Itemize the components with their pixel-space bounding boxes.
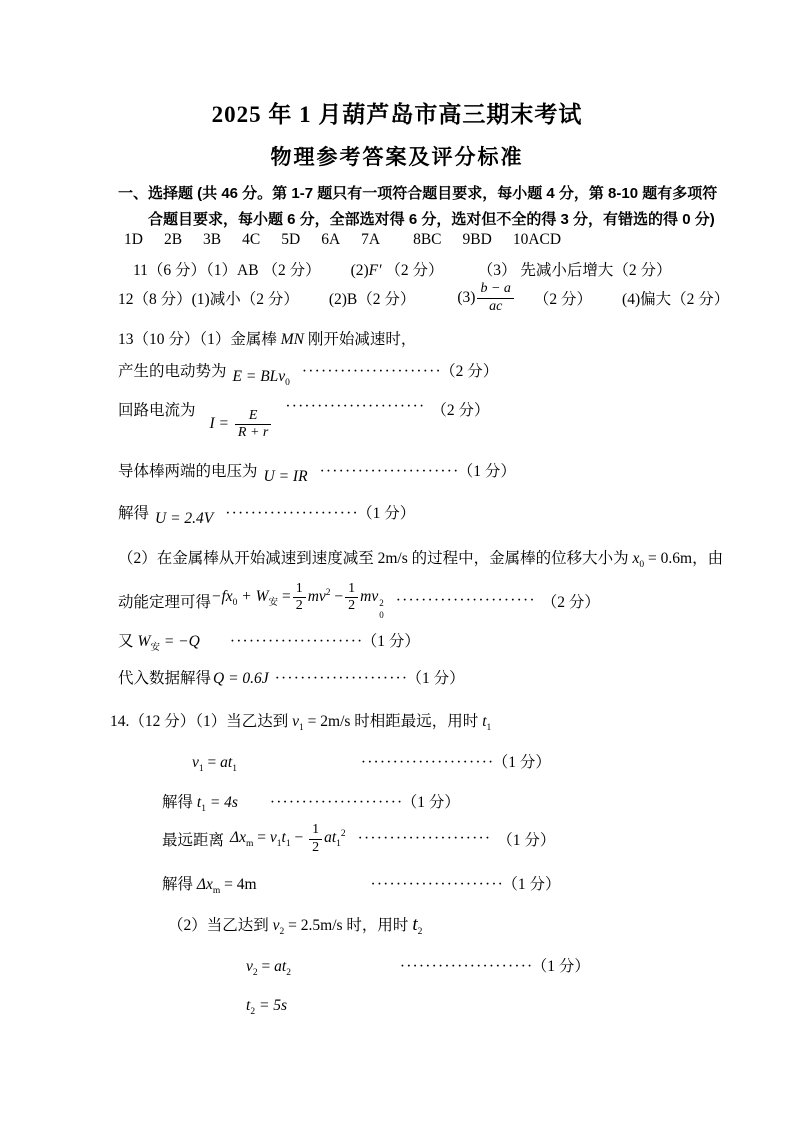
dotted-leader: ····················· — [357, 830, 492, 847]
q14-p2-t-var: t — [412, 914, 418, 935]
q11-part1: 11（6 分）（1）AB （2 分） — [133, 262, 321, 279]
dotted-leader: ····················· — [370, 876, 505, 893]
section1-heading-line1: 一、选择题 (共 46 分。第 1-7 题只有一项符合题目要求，每小题 4 分，第 8-10 题有多项符 — [118, 185, 718, 202]
answer-2: 2B — [163, 231, 183, 248]
dotted-leader: ····················· — [269, 794, 404, 811]
q11-part3: （3） 先减小后增大（2 分） — [485, 262, 672, 279]
dotted-leader: ····················· — [360, 754, 495, 771]
q13-solve-label: 解得 — [118, 505, 150, 522]
answer-9: 9BD — [462, 231, 492, 248]
q13-current-score: （2 分） — [431, 402, 490, 419]
q14-head: 14.（12 分）（1）当乙达到 $v_1 = 2m/s$ 时相距最远，用时 $t_1$ — [110, 713, 492, 733]
q13-emf-formula: E = BLv$_0$ — [232, 368, 290, 388]
q13-part2-paragraph: （2）在金属棒从开始减速到速度减至 2m/s 的过程中，金属棒的位移大小为 $x_0 = 0.6m$，由 — [118, 550, 724, 570]
answer-5: 5D — [281, 231, 301, 248]
q14-f4-line: 解得 $\Delta x_m = 4m$ ····················· （1 分） — [162, 876, 561, 896]
q13-emf-line — [118, 359, 499, 388]
answer-6: 6A — [321, 231, 341, 248]
q12-part1: 12（8 分）(1)减小（2 分） — [118, 291, 299, 308]
q12-line — [118, 279, 729, 317]
q13-wan-score: （1 分） — [369, 633, 420, 650]
dotted-leader: ······················ — [395, 592, 536, 609]
q13-current-line — [118, 398, 490, 441]
q13-qq-label: 代入数据解得 — [118, 670, 212, 687]
q12-fraction: $\frac{b - a}{ac}$ — [477, 281, 513, 314]
q14-f4-score: （1 分） — [510, 876, 561, 893]
q14-f2-label: 解得 — [162, 794, 197, 811]
q13-ke-label: 动能定理可得 — [118, 594, 212, 611]
q14-f1-score: （1 分） — [500, 754, 551, 771]
q11-part2-score: （2 分） — [385, 262, 444, 279]
q13-solved-u-line — [118, 501, 416, 527]
dotted-leader: ····················· — [225, 505, 359, 522]
q14-f3-score: （1 分） — [497, 832, 556, 849]
q13-q-result-line — [118, 666, 465, 688]
dotted-leader: ····················· — [399, 958, 534, 975]
q13-current-label: 回路电流为 — [118, 402, 196, 419]
q14-f5-score: （1 分） — [539, 958, 590, 975]
answer-10: 10ACD — [512, 231, 562, 248]
q14-f5-line — [246, 954, 590, 978]
q13-head: 13（10 分）（1）金属棒 MN 刚开始减速时， — [118, 331, 417, 348]
q14-f3-label: 最远距离 — [162, 832, 225, 849]
q14-f2-line: 解得 $t_1 = 4s$ ····················· （1 分） — [162, 794, 460, 814]
q13-voltage-label: 导体棒两端的电压为 — [118, 463, 258, 480]
q14-part2-line: （2）当乙达到 $v_2 = 2.5m/s$ 时，用时 $t_2$ — [168, 914, 423, 937]
choice-answers-row — [124, 231, 582, 249]
q14-f6-line: $t_2 = 5s$ — [246, 997, 288, 1017]
answer-4: 4C — [242, 231, 261, 248]
q14-f3-formula: $\Delta x_m = v_1t_1$ − $\frac{1}{2}$ $at_1^2$ — [230, 822, 346, 855]
q13-solved-u-score: （1 分） — [364, 505, 416, 522]
q13-solved-u-formula: U = 2.4V — [155, 510, 214, 527]
answer-3: 3B — [203, 231, 222, 248]
answer-1: 1D — [124, 231, 143, 248]
dotted-leader: ······················ — [301, 363, 442, 380]
q13-voltage-line — [118, 459, 516, 485]
q14-f5-formula: $v_2 = at_2$ — [246, 958, 291, 978]
q12-part4: (4)偏大（2 分） — [622, 291, 730, 308]
q14-f1-line — [192, 750, 551, 774]
q13-emf-score: （2 分） — [447, 363, 499, 380]
q11-line — [133, 258, 672, 280]
q13-voltage-formula: U = IR — [263, 468, 308, 485]
answer-7: 7A — [361, 231, 381, 248]
doc-title: 2025 年 1 月葫芦岛市高三期末考试 — [211, 102, 583, 127]
q12-part3-label: (3) — [457, 289, 476, 306]
q13-voltage-score: （1 分） — [465, 463, 516, 480]
q13-kinetic-energy-line — [118, 582, 600, 620]
q14-f3-line — [162, 820, 555, 858]
q13-qq-score: （1 分） — [414, 670, 465, 687]
q13-wan-line: 又 $W_安 = -Q$ ····················· （1 分） — [118, 633, 420, 653]
q13-ke-score: （2 分） — [541, 594, 600, 611]
q13-wan-label: 又 — [118, 633, 134, 650]
q11-part2-label: (2) — [350, 262, 369, 279]
q13-qq-formula: Q = 0.6J — [213, 670, 269, 687]
dotted-leader: ······················ — [285, 398, 426, 415]
answer-8: 8BC — [413, 231, 442, 248]
q14-f1-formula: $v_1 = at_1$ — [192, 754, 237, 774]
q12-part3-score: （2 分） — [533, 291, 593, 308]
q14-f2-score: （1 分） — [409, 794, 460, 811]
q14-f4-label: 解得 — [162, 876, 197, 893]
q13-p2-x: x — [632, 550, 640, 567]
q13-emf-label: 产生的电动势为 — [118, 363, 227, 380]
q13-current-formula: I = $\frac{E}{R + r}$ — [210, 408, 274, 441]
section1-heading-line2: 合题目要求，每小题 6 分，全部选对得 6 分，选对但不全的得 3 分，有错选的得 0 分) — [148, 211, 715, 228]
q13-var-MN: MN — [280, 331, 305, 348]
dotted-leader: ····················· — [274, 670, 409, 687]
dotted-leader: ····················· — [229, 633, 364, 650]
q11-part2-value: F′ — [368, 262, 382, 279]
doc-subtitle: 物理参考答案及评分标准 — [270, 145, 524, 169]
q13-ke-formula: $-fx_0 + W_安$ = $\frac{1}{2}$ $mv^2$ − $\frac{1}{2}$ mv 2 0 — [211, 581, 384, 620]
q12-part2: (2)B（2 分） — [328, 291, 416, 308]
dotted-leader: ······················ — [319, 463, 460, 480]
